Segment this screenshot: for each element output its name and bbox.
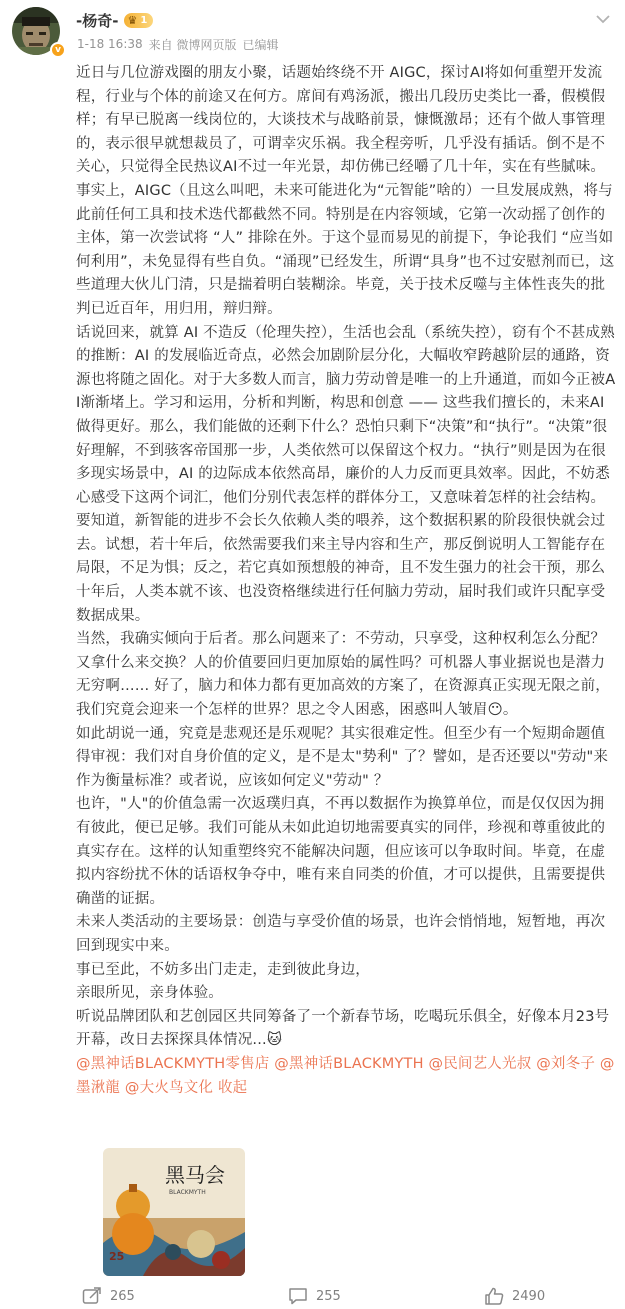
poster-image [103,1148,245,1276]
paragraph: 也许，"人"的价值急需一次返璞归真，不再以数据作为换算单位，而是仅仅因为拥有彼此，便已足够。我们可能从未如此迫切地需要真实的同伴，珍视和尊重彼此的真实存在。这样的认知重塑终究不能解决问题，但应该可以争取时间。毕竟，在虚拟内容纷扰不休的话语权争夺中，唯有来自同类的价值，才可以提供，且需要提供确凿的证据。 [76,796,606,907]
paragraph: 未来人类活动的主要场景：创造与享受价值的场景，也许会悄悄地，短暂地，再次回到现实中来。 [76,914,606,954]
repost-count: 265 [110,1288,135,1304]
vip-level: 1 [140,14,148,26]
comment-icon [288,1287,308,1305]
paragraph: 当然，我确实倾向于后者。那么问题来了：不劳动，只享受，这种权利怎么分配？又拿什么来交换？人的价值要回归更加原始的属性吗？可机器人事业据说也是潜力无穷啊…… 好了，脑力和体力都有更加高效的方案了，在资源真正实现无限之前，我们究竟会迎来一个怎样的世界？思之令人困惑，困惑叫人皱眉😶。 [76,631,611,719]
mention-link[interactable]: @黑神话BLACKMYTH [274,1055,424,1072]
paragraph: 听说品牌团队和艺创园区共同筹备了一个新春节场，吃喝玩乐俱全，好像本月23号开幕，改日去探探具体情况...🐱 [76,1008,610,1049]
edited-label[interactable]: 已编辑 [242,37,279,52]
poster-year: 25 [109,1250,125,1263]
author-name[interactable]: -杨奇- [76,11,119,30]
paragraph: 话说回来，就算 AI 不造反（伦理失控），生活也会乱（系统失控），窃有个不甚成熟的推断：AI 的发展临近奇点，必然会加剧阶层分化，大幅收窄跨越阶层的通路，资源也将随之固化。对于大多数人而言，脑力劳动曾是唯一的上升通道，而如今正被AI渐渐堵上。学习和运用，分析和判断，构思和创意 —— 这些我们擅长的，未来AI 做得更好。那么，我们能做的还剩下什么？恐怕只剩下“决策”和“执行”。“决策”很好理解，不到骇客帝国那一步，人类依然可以保留这个权力。“执行”则是因为在很多现实场景中，AI 的边际成本依然高昂，廉价的人力反而更具效率。因此，不妨悉心感受下这两个词汇，他们分别代表怎样的群体分工，又意味着怎样的社会结构。 [76,324,616,506]
like-count: 2490 [512,1288,546,1304]
collapse-link[interactable]: 收起 [217,1079,248,1096]
paragraph: 事已至此，不妨多出门走走，走到彼此身边， [76,961,370,978]
paragraph: 亲眼所见，亲身体验。 [76,985,223,1002]
poster-title: 黑马会 [165,1163,225,1187]
like-button[interactable] [484,1286,545,1306]
thumbs-up-icon [484,1287,504,1305]
post-source: 来自 微博网页版 [148,37,237,52]
mentions [76,1053,616,1100]
mention-link[interactable]: @黑神话BLACKMYTH零售店 [76,1055,270,1072]
post-header [0,0,625,66]
poster-subtitle: BLACKMYTH [169,1189,206,1196]
post-time[interactable]: 1-18 16:38 [77,37,143,51]
repost-icon [82,1287,102,1305]
comment-count: 255 [316,1288,341,1304]
mention-link[interactable]: @刘冬子 [536,1055,596,1072]
paragraph: 如此胡说一通，究竟是悲观还是乐观呢？其实很难定性。但至少有一个短期命题值得审视：我们对自身价值的定义，是不是太"势利" 了？譬如，是否还要以"劳动"来作为衡量标准？或者说，应该如何定义"劳动" ？ [76,725,609,789]
post-body [76,62,616,1100]
action-bar [0,1282,625,1309]
mention-link[interactable]: @墨湫龍 [76,1055,615,1096]
paragraph: 要知道，新智能的进步不会长久依赖人类的喂养，这个数据积累的阶段很快就会过去。试想，若十年后，依然需要我们来主导内容和生产，那反倒说明人工智能存在局限，不足为惧；反之，若它真如预想般的神奇，且不发生强力的社会干预，那么十年后，人类本就不该、也没资格继续进行任何脑力劳动，届时我们或许只配享受数据成果。 [76,513,606,624]
vip-badge[interactable] [124,13,153,28]
post-image[interactable] [103,1148,245,1276]
verified-badge-icon: v [50,42,66,58]
paragraph: 事实上，AIGC（且这么叫吧，未来可能进化为“元智能”啥的）一旦发展成熟，将与此前任何工具和技术迭代都截然不同。特别是在内容领域，它第一次动摇了创作的主体，第一次尝试将 “人” 排除在外。于这个显而易见的前提下，争论我们 “应当如何利用”，未免显得有些自负。“涌现”已经发生，所谓“具身”也不过安慰剂而已，这些道理大伙儿门清，只是揣着明白装糊涂。毕竟，关于技术反噬与主体性丧失的批判已近百年，用归用，辩归辩。 [76,182,615,317]
chevron-down-icon[interactable] [595,14,611,24]
paragraph: 近日与几位游戏圈的朋友小聚，话题始终绕不开 AIGC，探讨AI将如何重塑开发流程，行业与个体的前途又在何方。席间有鸡汤派，搬出几段历史类比一番，假模假样；有早已脱离一线岗位的，大谈技术与战略前景，慷慨激昂；还有个做人事管理的，表示很早就想裁员了，可谓幸灾乐祸。我全程旁听，几乎没有插话。倒不是不关心，只觉得全民热议AI不过一年光景，却仿佛已经嚼了几十年，实在有些腻味。 [76,65,606,176]
mention-link[interactable]: @大火鸟文化 [124,1079,214,1096]
crown-icon: ♛ [127,13,138,27]
author-row [76,9,153,31]
post-meta [77,36,284,52]
mention-link[interactable]: @民间艺人光叔 [428,1055,532,1072]
comment-button[interactable] [288,1286,341,1306]
repost-button[interactable] [82,1286,135,1306]
